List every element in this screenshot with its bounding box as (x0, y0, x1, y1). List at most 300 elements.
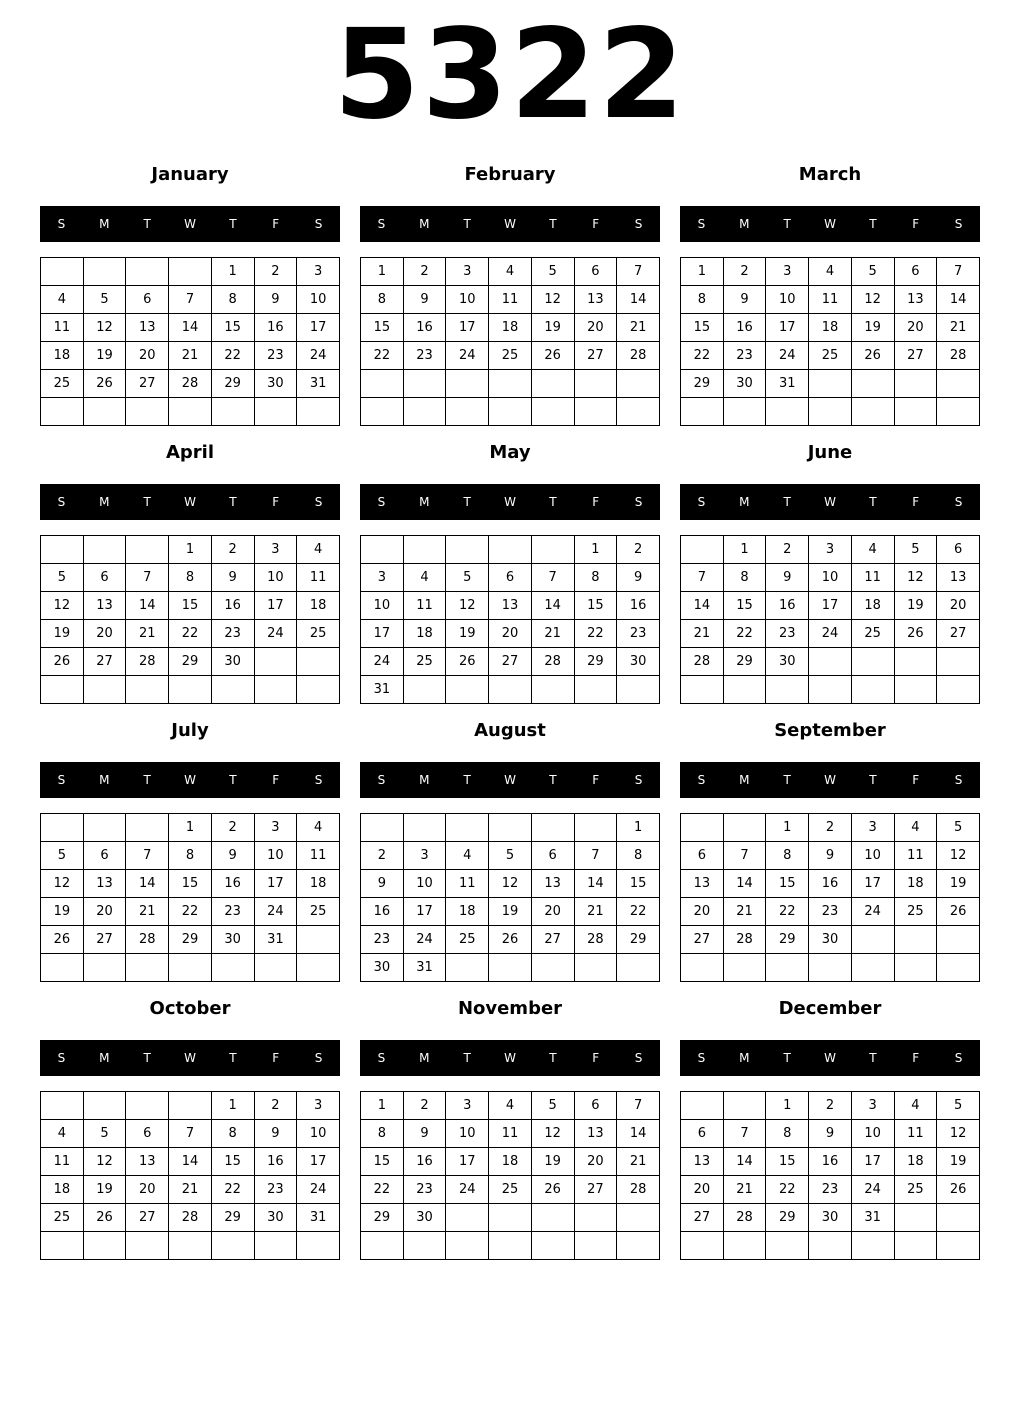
day-cell (723, 954, 766, 982)
day-cell (297, 926, 340, 954)
day-cell: 9 (211, 842, 254, 870)
day-cell: 22 (574, 620, 617, 648)
month-name: June (807, 442, 853, 463)
day-cell: 30 (809, 926, 852, 954)
day-cell (574, 1232, 617, 1260)
day-cell (851, 954, 894, 982)
day-cell: 8 (681, 286, 724, 314)
day-cell: 29 (211, 1204, 254, 1232)
day-cell (403, 814, 446, 842)
day-cell: 17 (851, 870, 894, 898)
week-row (41, 258, 340, 286)
day-cell: 16 (766, 592, 809, 620)
day-cell: 13 (83, 870, 126, 898)
day-cell (211, 954, 254, 982)
day-cell (574, 1204, 617, 1232)
week-row (361, 898, 660, 926)
day-cell: 22 (169, 620, 212, 648)
week-row (361, 676, 660, 704)
day-cell: 13 (126, 1148, 169, 1176)
day-cell: 21 (574, 898, 617, 926)
weekday-header: F (272, 495, 280, 509)
day-cell: 25 (809, 342, 852, 370)
day-cell: 13 (894, 286, 937, 314)
weekday-header: S (314, 495, 323, 509)
day-cell (446, 1232, 489, 1260)
week-row (41, 954, 340, 982)
weekday-header: M (739, 217, 750, 231)
weekday-header: F (272, 217, 280, 231)
day-cell (403, 1232, 446, 1260)
week-row (681, 1092, 980, 1120)
week-row (41, 898, 340, 926)
month-name: May (489, 442, 531, 463)
day-cell: 23 (617, 620, 660, 648)
week-row (41, 398, 340, 426)
day-cell: 8 (723, 564, 766, 592)
day-cell: 24 (403, 926, 446, 954)
day-cell (723, 1232, 766, 1260)
day-cell (617, 398, 660, 426)
day-cell: 10 (851, 842, 894, 870)
day-cell: 28 (681, 648, 724, 676)
day-cell: 12 (937, 842, 980, 870)
day-cell: 3 (851, 814, 894, 842)
day-cell: 4 (489, 258, 532, 286)
day-cell: 30 (766, 648, 809, 676)
weekday-header: F (592, 495, 600, 509)
day-cell: 14 (617, 286, 660, 314)
day-cell: 11 (851, 564, 894, 592)
week-row (681, 564, 980, 592)
day-cell (126, 536, 169, 564)
day-cell: 5 (937, 814, 980, 842)
week-row (361, 258, 660, 286)
weekday-header: M (99, 495, 110, 509)
week-row (361, 870, 660, 898)
day-cell: 13 (531, 870, 574, 898)
day-cell (574, 954, 617, 982)
day-grid (40, 813, 340, 982)
weekday-header: S (634, 1051, 643, 1065)
day-cell: 17 (809, 592, 852, 620)
day-cell: 4 (446, 842, 489, 870)
day-cell: 6 (126, 286, 169, 314)
day-cell: 6 (574, 1092, 617, 1120)
day-cell: 26 (446, 648, 489, 676)
week-row (361, 564, 660, 592)
year-title: 5322 (333, 3, 687, 147)
day-grid (360, 257, 660, 426)
day-cell: 26 (489, 926, 532, 954)
week-row (361, 342, 660, 370)
day-cell: 23 (211, 620, 254, 648)
weekday-header: F (592, 773, 600, 787)
day-cell (446, 676, 489, 704)
day-cell (361, 1232, 404, 1260)
day-cell: 18 (41, 342, 84, 370)
day-cell: 9 (403, 1120, 446, 1148)
day-cell: 18 (894, 870, 937, 898)
day-cell: 12 (937, 1120, 980, 1148)
day-cell: 6 (681, 1120, 724, 1148)
day-cell (681, 814, 724, 842)
day-cell: 8 (766, 842, 809, 870)
day-cell: 3 (809, 536, 852, 564)
day-cell (809, 648, 852, 676)
day-cell: 9 (723, 286, 766, 314)
day-cell: 29 (617, 926, 660, 954)
weekday-header: W (504, 217, 516, 231)
day-cell (937, 1232, 980, 1260)
day-cell (531, 1204, 574, 1232)
day-cell: 31 (297, 1204, 340, 1232)
day-cell (723, 398, 766, 426)
weekday-header: F (912, 773, 920, 787)
day-cell: 25 (489, 1176, 532, 1204)
day-cell (83, 258, 126, 286)
weekday-header: T (463, 495, 471, 509)
weekday-header: T (229, 1051, 237, 1065)
day-cell: 23 (809, 1176, 852, 1204)
day-cell (894, 926, 937, 954)
day-cell: 10 (361, 592, 404, 620)
day-cell (126, 398, 169, 426)
day-cell (894, 954, 937, 982)
day-cell: 4 (41, 286, 84, 314)
day-cell: 17 (446, 1148, 489, 1176)
day-cell: 9 (254, 286, 297, 314)
week-row (41, 286, 340, 314)
day-cell: 21 (126, 898, 169, 926)
day-cell: 5 (894, 536, 937, 564)
day-cell (681, 398, 724, 426)
day-cell (766, 676, 809, 704)
weekday-header: T (143, 217, 151, 231)
week-row (41, 676, 340, 704)
day-cell: 13 (681, 1148, 724, 1176)
day-cell: 6 (126, 1120, 169, 1148)
day-cell: 9 (403, 286, 446, 314)
month-name: October (149, 998, 231, 1019)
week-row (361, 1204, 660, 1232)
day-cell (297, 954, 340, 982)
month-name: January (151, 164, 229, 185)
weekday-header: T (549, 1051, 557, 1065)
day-cell: 20 (83, 620, 126, 648)
week-row (681, 1176, 980, 1204)
day-cell: 26 (937, 1176, 980, 1204)
week-row (41, 870, 340, 898)
day-cell: 15 (169, 870, 212, 898)
day-cell: 5 (83, 1120, 126, 1148)
week-row (361, 398, 660, 426)
day-cell (83, 954, 126, 982)
day-cell (531, 954, 574, 982)
day-cell: 13 (83, 592, 126, 620)
day-cell: 21 (531, 620, 574, 648)
day-cell (489, 814, 532, 842)
day-cell: 16 (361, 898, 404, 926)
weekday-header: T (229, 217, 237, 231)
weekday-header: M (419, 495, 430, 509)
day-cell: 11 (489, 286, 532, 314)
day-cell: 6 (83, 842, 126, 870)
day-cell: 12 (41, 870, 84, 898)
day-cell: 23 (766, 620, 809, 648)
day-cell: 29 (169, 926, 212, 954)
day-cell: 18 (489, 1148, 532, 1176)
day-cell: 15 (766, 1148, 809, 1176)
day-cell: 28 (126, 648, 169, 676)
weekday-header: S (314, 773, 323, 787)
day-cell: 5 (489, 842, 532, 870)
weekday-header: S (314, 217, 323, 231)
day-cell: 19 (83, 1176, 126, 1204)
day-cell: 20 (574, 314, 617, 342)
day-cell: 31 (254, 926, 297, 954)
day-cell (297, 398, 340, 426)
day-cell (83, 676, 126, 704)
day-cell: 26 (41, 926, 84, 954)
day-cell: 2 (254, 258, 297, 286)
day-cell: 11 (446, 870, 489, 898)
week-row (681, 648, 980, 676)
day-cell: 30 (211, 926, 254, 954)
week-row (681, 842, 980, 870)
day-cell (169, 1092, 212, 1120)
day-cell: 16 (403, 1148, 446, 1176)
day-cell: 18 (809, 314, 852, 342)
day-cell: 8 (169, 564, 212, 592)
day-cell (446, 398, 489, 426)
day-cell: 25 (297, 898, 340, 926)
day-cell (531, 676, 574, 704)
weekday-header: W (824, 1051, 836, 1065)
weekday-header: S (314, 1051, 323, 1065)
day-cell (809, 1232, 852, 1260)
day-cell: 1 (211, 258, 254, 286)
day-cell: 29 (169, 648, 212, 676)
day-cell: 6 (531, 842, 574, 870)
weekday-header: M (419, 217, 430, 231)
day-grid (40, 257, 340, 426)
day-cell: 19 (41, 898, 84, 926)
day-cell: 31 (851, 1204, 894, 1232)
day-cell: 30 (254, 370, 297, 398)
day-cell: 10 (446, 286, 489, 314)
day-cell (809, 676, 852, 704)
week-row (41, 1232, 340, 1260)
day-cell: 12 (41, 592, 84, 620)
week-row (361, 1120, 660, 1148)
day-cell: 20 (937, 592, 980, 620)
week-row (361, 814, 660, 842)
day-cell: 25 (894, 898, 937, 926)
day-cell: 26 (83, 370, 126, 398)
day-cell (937, 370, 980, 398)
day-cell (531, 1232, 574, 1260)
weekday-header: M (99, 773, 110, 787)
day-cell: 14 (681, 592, 724, 620)
day-cell (83, 1232, 126, 1260)
week-row (361, 314, 660, 342)
day-cell: 14 (126, 592, 169, 620)
day-cell (361, 814, 404, 842)
day-cell (937, 1204, 980, 1232)
day-cell (446, 1204, 489, 1232)
weekday-header-row (40, 206, 340, 242)
day-cell (41, 814, 84, 842)
day-cell: 21 (617, 1148, 660, 1176)
day-cell: 5 (851, 258, 894, 286)
day-cell: 20 (126, 342, 169, 370)
weekday-header: S (954, 1051, 963, 1065)
weekday-header: M (739, 773, 750, 787)
weekday-header-row (40, 762, 340, 798)
day-cell: 10 (446, 1120, 489, 1148)
day-cell: 27 (83, 926, 126, 954)
day-cell: 30 (403, 1204, 446, 1232)
weekday-header-row (360, 762, 660, 798)
day-cell (489, 954, 532, 982)
day-cell: 18 (894, 1148, 937, 1176)
day-grid (680, 1091, 980, 1260)
weekday-header: T (869, 495, 877, 509)
day-cell (41, 536, 84, 564)
week-row (361, 1148, 660, 1176)
day-cell: 19 (446, 620, 489, 648)
day-cell (41, 1232, 84, 1260)
day-cell (723, 676, 766, 704)
day-cell: 18 (851, 592, 894, 620)
day-cell (937, 954, 980, 982)
week-row (681, 536, 980, 564)
day-cell: 1 (211, 1092, 254, 1120)
day-cell: 22 (681, 342, 724, 370)
day-cell (894, 1232, 937, 1260)
day-cell: 23 (403, 1176, 446, 1204)
day-cell: 15 (766, 870, 809, 898)
weekday-header: T (783, 217, 791, 231)
weekday-header: W (504, 773, 516, 787)
day-cell: 25 (41, 370, 84, 398)
day-cell (446, 536, 489, 564)
week-row (361, 1232, 660, 1260)
day-cell: 15 (723, 592, 766, 620)
weekday-header: S (57, 217, 66, 231)
day-cell (723, 1092, 766, 1120)
day-cell: 27 (126, 370, 169, 398)
week-row (681, 814, 980, 842)
day-cell: 6 (489, 564, 532, 592)
day-cell: 28 (574, 926, 617, 954)
day-cell: 25 (851, 620, 894, 648)
weekday-header: T (229, 495, 237, 509)
day-cell: 15 (211, 1148, 254, 1176)
day-cell (851, 676, 894, 704)
week-row (41, 1092, 340, 1120)
day-cell: 5 (446, 564, 489, 592)
day-cell (41, 954, 84, 982)
week-row (41, 1204, 340, 1232)
day-cell: 8 (211, 1120, 254, 1148)
day-cell: 22 (766, 1176, 809, 1204)
week-row (681, 286, 980, 314)
day-cell (766, 398, 809, 426)
day-cell: 12 (851, 286, 894, 314)
weekday-header: T (463, 773, 471, 787)
day-cell: 22 (361, 1176, 404, 1204)
day-cell: 13 (574, 286, 617, 314)
day-cell: 9 (809, 842, 852, 870)
month-name: July (171, 720, 209, 741)
day-cell: 12 (531, 286, 574, 314)
day-cell: 21 (937, 314, 980, 342)
day-cell: 28 (937, 342, 980, 370)
day-cell: 19 (83, 342, 126, 370)
weekday-header: S (634, 773, 643, 787)
day-cell: 7 (723, 842, 766, 870)
day-cell: 11 (489, 1120, 532, 1148)
day-cell (894, 1204, 937, 1232)
weekday-header: M (419, 773, 430, 787)
day-cell (937, 398, 980, 426)
day-cell: 26 (41, 648, 84, 676)
day-cell: 8 (361, 1120, 404, 1148)
day-cell: 4 (851, 536, 894, 564)
weekday-header-row (360, 1040, 660, 1076)
day-cell: 24 (851, 898, 894, 926)
day-cell: 4 (297, 814, 340, 842)
day-cell (851, 926, 894, 954)
day-cell: 18 (297, 870, 340, 898)
weekday-header: F (592, 1051, 600, 1065)
day-cell (169, 1232, 212, 1260)
day-cell: 15 (211, 314, 254, 342)
day-cell: 24 (254, 898, 297, 926)
day-cell: 11 (41, 314, 84, 342)
day-cell (254, 954, 297, 982)
week-row (681, 676, 980, 704)
day-cell: 22 (211, 1176, 254, 1204)
week-row (681, 898, 980, 926)
weekday-header: S (377, 495, 386, 509)
day-cell: 14 (723, 870, 766, 898)
week-row (361, 592, 660, 620)
week-row (41, 592, 340, 620)
day-cell: 6 (574, 258, 617, 286)
day-cell (254, 648, 297, 676)
day-cell (681, 954, 724, 982)
day-cell (403, 676, 446, 704)
day-cell: 24 (254, 620, 297, 648)
day-cell: 2 (617, 536, 660, 564)
day-cell: 6 (681, 842, 724, 870)
day-cell (489, 536, 532, 564)
weekday-header: S (634, 217, 643, 231)
day-cell: 24 (297, 1176, 340, 1204)
weekday-header: S (377, 773, 386, 787)
week-row (41, 814, 340, 842)
day-cell (169, 676, 212, 704)
day-cell: 9 (211, 564, 254, 592)
day-cell (574, 398, 617, 426)
day-cell: 16 (403, 314, 446, 342)
day-cell (126, 676, 169, 704)
weekday-header-row (680, 762, 980, 798)
day-cell (254, 398, 297, 426)
